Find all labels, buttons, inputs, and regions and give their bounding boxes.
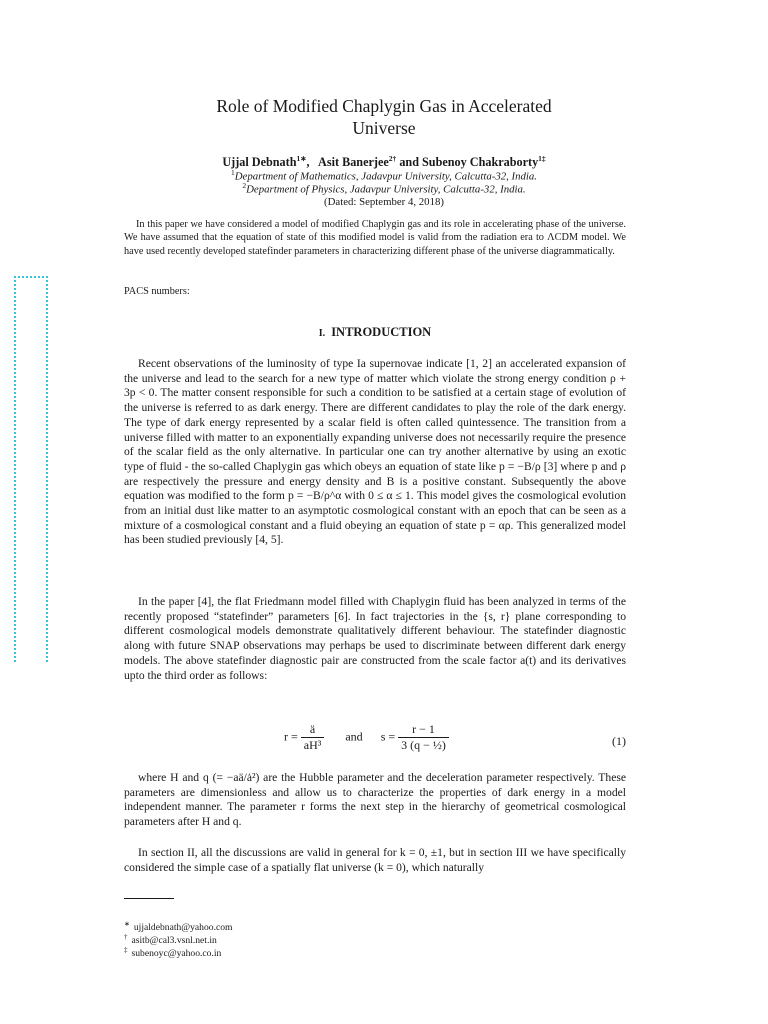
affiliation-2-mark: 2: [242, 181, 247, 190]
section-title: INTRODUCTION: [331, 325, 432, 339]
eq-s-fraction: [398, 722, 449, 753]
paragraph-4: In section II, all the discussions are valid in general for k = 0, ±1, but in section III we have specifically considered the simple case of a spatially flat universe (k = 0), which naturally: [124, 846, 626, 874]
section-number: I.: [318, 328, 326, 339]
title-line-2: Universe: [352, 118, 416, 138]
footnote-2: [124, 933, 217, 946]
eq-r-denominator: aH³: [303, 738, 322, 752]
pacs-numbers: PACS numbers:: [124, 286, 190, 297]
paragraph-2: In the paper [4], the flat Friedmann model filled with Chaplygin fluid has been analyzed in terms of the recently proposed “statefinder” parameters [6]. In fact trajectories in the {s, r} plane corresponding to different cosmological models demonstrate qualitatively different behaviour. The statefinder diagnostic along with future SNAP observations may perhaps be used to discriminate between different dark energy models. The above statefinder diagnostic pair are constructed from the scale factor a(t) and its derivatives upto the third order as follows:: [124, 595, 626, 682]
abstract: In this paper we have considered a model of modified Chaplygin gas and its role in accelerating phase of the universe. We have assumed that the equation of state of this modified model is valid from the radiation era to ΛCDM model. We have used recently developed statefinder parameters in characterizing different phase of the universe diagrammatically.: [124, 219, 626, 257]
eq-s-denominator: 3 (q − ½): [401, 738, 446, 752]
title-line-1: Role of Modified Chaplygin Gas in Accelerated: [216, 96, 552, 116]
author-3: and Subenoy Chakraborty: [399, 155, 539, 170]
footnote-1-text: ujjaldebnath@yahoo.com: [133, 922, 233, 934]
paragraph-1: Recent observations of the luminosity of type Ia supernovae indicate [1, 2] an accelerated expansion of the universe and lead to the search for a new type of matter which violate the strong energy condition ρ + 3p < 0. The matter consent responsible for such a condition to be satisfied at a certain stage of evolution of the universe is referred to as dark energy. There are different candidates to play the role of the dark energy. The type of dark energy represented by a scalar field is often called quintessence. The transition from a universe filled with matter to an exponentially expanding universe does not necessarily require the presence of the scalar field as the only alternative. In particular one can try another alternative by using an exotic type of fluid - the so-called Chaplygin gas which obeys an equation of state like p = −B/ρ [3] where p and ρ are respectively the pressure and energy density and B is a positive constant. Subsequently the above equation was modified to the form p = −B/ρ^α with 0 ≤ α ≤ 1. This model gives the cosmological evolution from an initial dust like matter to an asymptotic cosmological constant with an epoch that can be seen as a mixture of a cosmological constant and a fluid obeying an equation of state p = αρ. This generalized model has been studied previously [4, 5].: [124, 357, 626, 547]
footnote-3: [124, 946, 221, 959]
author-1-mark: 1∗: [296, 154, 307, 163]
paragraph-3: where H and q (= −aä/ȧ²) are the Hubble parameter and the deceleration parameter respectively. These parameters are dimensionless and allow us to characterize the properties of dark energy in a model independent manner. The parameter r forms the next step in the hierarchy of geometrical cosmological parameters after H and q.: [124, 771, 626, 829]
author-1: Ujjal Debnath: [222, 155, 297, 170]
footnote-1-mark: ∗: [124, 920, 130, 928]
author-list: Ujjal Debnath$^{1∗}$, Asit Banerjee$^{2\dagger}$ and Subenoy Chakraborty$^{1\ddagger}$: [222, 154, 546, 170]
margin-annotation-box: [14, 276, 48, 662]
equation-number: (1): [612, 734, 626, 748]
affiliation-2-text: Department of Physics, Jadavpur University, Calcutta-32, India.: [246, 183, 526, 196]
footnote-1: [124, 920, 233, 933]
section-heading: [124, 325, 626, 340]
paper-title: [120, 95, 648, 139]
author-2-mark: 2†: [388, 154, 397, 163]
author-2: Asit Banerjee: [318, 155, 389, 170]
equation-body: [284, 722, 449, 753]
eq-and: and: [345, 729, 363, 744]
affiliation-2: [100, 181, 668, 196]
author-3-mark: 1‡: [538, 154, 546, 163]
footnote-rule: [124, 898, 174, 899]
eq-r-fraction: [301, 722, 325, 753]
footnote-3-mark: ‡: [124, 946, 128, 954]
eq-r-lhs: r =: [284, 729, 298, 744]
affiliation-1-mark: 1: [230, 168, 235, 177]
eq-s-numerator: r − 1: [398, 722, 449, 738]
footnote-2-text: asitb@cal3.vsnl.net.in: [131, 935, 217, 947]
affiliation-1-text: Department of Mathematics, Jadavpur University, Calcutta-32, India.: [234, 170, 537, 183]
eq-s-lhs: s =: [380, 729, 396, 744]
equation-1: [124, 722, 626, 764]
footnote-3-text: subenoyc@yahoo.co.in: [131, 948, 222, 960]
dated-line: (Dated: September 4, 2018): [324, 196, 444, 208]
eq-r-numerator: ä: [301, 722, 325, 738]
footnote-2-mark: †: [124, 933, 128, 941]
